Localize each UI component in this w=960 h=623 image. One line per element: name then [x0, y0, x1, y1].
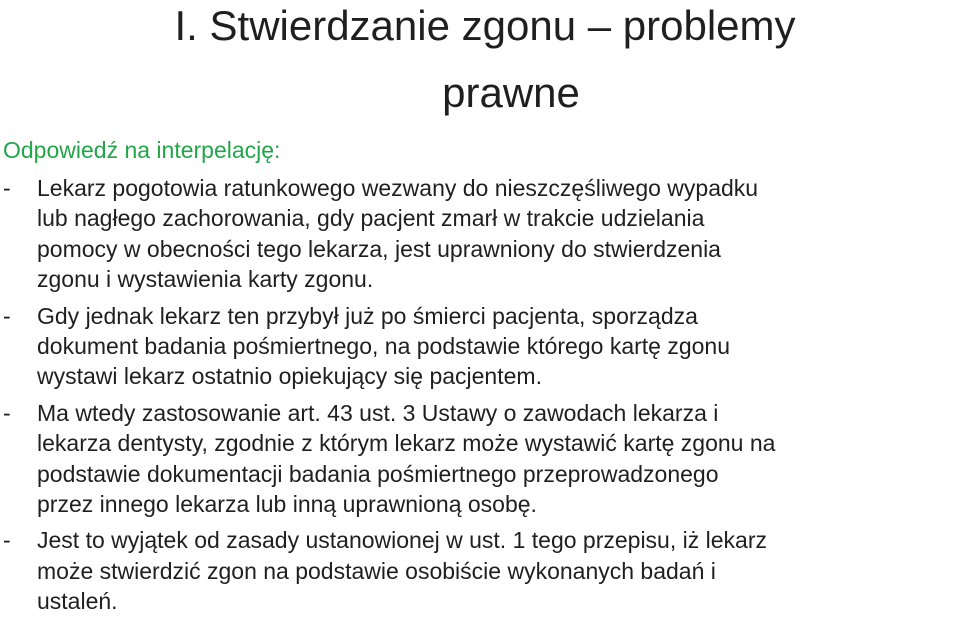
- bullet-line: lub nagłego zachorowania, gdy pacjent zmarł w trakcie udzielania: [37, 205, 705, 232]
- bullet-line: może stwierdzić zgon na podstawie osobiście wykonanych badań i: [37, 557, 716, 584]
- bullet-item-2: [0, 301, 960, 392]
- bullet-text-2: [37, 301, 960, 392]
- bullet-line: dokument badania pośmiertnego, na podstawie którego kartę zgonu: [37, 333, 731, 360]
- bullet-line: Lekarz pogotowia ratunkowego wezwany do nieszczęśliwego wypadku: [37, 175, 759, 201]
- bullet-dash: -: [3, 175, 11, 201]
- bullet-item-4: [0, 525, 960, 616]
- slide-title: [0, 0, 960, 116]
- bullet-dash: -: [3, 302, 11, 329]
- bullet-line: wystawi lekarz ostatnio opiekujący się pacjentem.: [37, 363, 542, 390]
- bullet-line: pomocy w obecności tego lekarza, jest uprawniony do stwierdzenia: [37, 235, 721, 262]
- bullet-line: Gdy jednak lekarz ten przybył już po śmierci pacjenta, sporządza: [37, 302, 698, 329]
- bullet-text-4: [37, 525, 960, 616]
- bullet-dash: -: [3, 527, 11, 554]
- slide-subtitle: Odpowiedź na interpelację:: [3, 137, 281, 163]
- bullet-item-1: [0, 173, 960, 295]
- bullet-line: ustaleń.: [37, 588, 118, 615]
- bullet-dash: -: [3, 399, 11, 426]
- bullet-line: zgonu i wystawienia karty zgonu.: [37, 266, 374, 293]
- bullet-line: Jest to wyjątek od zasady ustanowionej w ust. 1 tego przepisu, iż lekarz: [37, 527, 767, 554]
- bullet-text-1: [37, 173, 960, 295]
- slide-title-line-2: prawne: [442, 69, 580, 116]
- bullet-list: [0, 173, 960, 623]
- slide-title-line-1: I. Stwierdzanie zgonu – problemy: [174, 2, 796, 49]
- bullet-line: Ma wtedy zastosowanie art. 43 ust. 3 Ustawy o zawodach lekarza i: [37, 399, 719, 426]
- bullet-line: lekarza dentysty, zgodnie z którym lekarz może wystawić kartę zgonu na: [37, 430, 776, 457]
- bullet-item-3: [0, 398, 960, 520]
- bullet-line: przez innego lekarza lub inną uprawnioną osobę.: [37, 491, 537, 518]
- bullet-text-3: [37, 398, 960, 520]
- bullet-line: podstawie dokumentacji badania pośmiertnego przeprowadzonego: [37, 460, 719, 487]
